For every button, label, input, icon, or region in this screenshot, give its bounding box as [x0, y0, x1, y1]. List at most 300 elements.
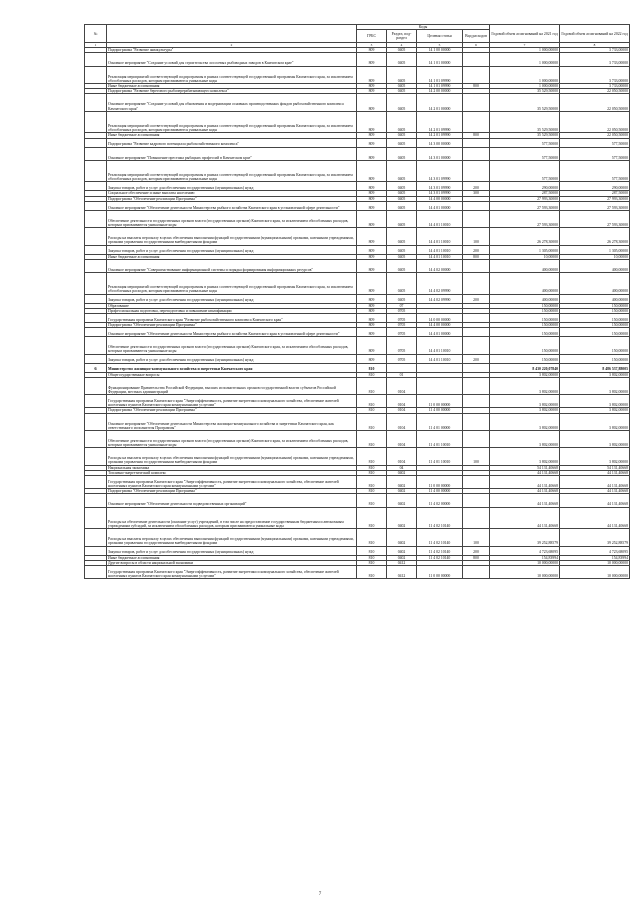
row-amount-2021: 1 000,00000: [490, 53, 560, 66]
row-name: Расходы на выплаты персоналу в целях обеспечения выполнения функций государственными (муниципальными) органами, казенными учреждениями, органами управления государственными внебюджетными фондами: [107, 228, 357, 245]
row-number: [85, 111, 107, 133]
table-body: [85, 48, 630, 579]
row-amount-2021: 577,50000: [490, 147, 560, 160]
row-amount-2022: 3 802,00000: [560, 395, 630, 408]
row-razdel: 0405: [387, 191, 417, 196]
row-number: [85, 328, 107, 337]
row-razdel: 0104: [387, 395, 417, 408]
row-amount-2021: 44 131,40668: [490, 507, 560, 529]
row-vr: [463, 413, 490, 430]
row-amount-2021: 35 529,50000: [490, 133, 560, 138]
row-amount-2022: 150,00000: [560, 328, 630, 337]
row-amount-2022: 22 050,50000: [560, 133, 630, 138]
row-razdel: 0705: [387, 308, 417, 313]
row-amount-2022: 44 131,40668: [560, 494, 630, 507]
table-header: [85, 25, 630, 48]
table-row: [85, 337, 630, 354]
budget-table: [84, 24, 630, 579]
row-amount-2022: 3 733,00000: [560, 83, 630, 88]
row-amount-2021: 26 278,30000: [490, 228, 560, 245]
row-target: 14 1 01 09990: [417, 83, 463, 88]
row-razdel: 0104: [387, 377, 417, 394]
header-vr: Вид расходов: [463, 30, 490, 43]
row-razdel: 0405: [387, 48, 417, 53]
row-name: Иные бюджетные ассигнования: [107, 133, 357, 138]
row-name: Социальное обеспечение и иные выплаты населению: [107, 191, 357, 196]
row-name: Образование: [107, 303, 357, 308]
table-row: [85, 272, 630, 294]
table-row: [85, 94, 630, 111]
row-amount-2022: 400,00000: [560, 294, 630, 303]
row-razdel: 0402: [387, 494, 417, 507]
row-grbs: 810: [357, 413, 387, 430]
row-amount-2022: 3 802,00000: [560, 377, 630, 394]
row-razdel: 0405: [387, 111, 417, 133]
row-vr: [463, 111, 490, 133]
row-target: 14 0 00 00000: [417, 313, 463, 322]
row-target: 14 1 00 00000: [417, 48, 463, 53]
row-amount-2022: 54 131,40668: [560, 465, 630, 470]
row-razdel: 0104: [387, 408, 417, 413]
row-name: Основное мероприятие "Обеспечение деятельности подведомственных организаций": [107, 494, 357, 507]
colnum: 5: [417, 43, 463, 48]
colnum: 8: [560, 43, 630, 48]
row-grbs: 809: [357, 259, 387, 272]
row-number: [85, 160, 107, 182]
header-num: №: [85, 25, 107, 43]
row-amount-2021: 44 131,40668: [490, 476, 560, 489]
row-razdel: 0412: [387, 566, 417, 579]
row-razdel: 01: [387, 372, 417, 377]
row-number: [85, 476, 107, 489]
row-target: 11 0 00 00000: [417, 395, 463, 408]
row-grbs: 809: [357, 313, 387, 322]
row-razdel: 0402: [387, 470, 417, 475]
row-amount-2021: 44 131,40668: [490, 489, 560, 494]
row-amount-2021: 10,00000: [490, 254, 560, 259]
row-number: [85, 228, 107, 245]
row-number: [85, 546, 107, 555]
row-vr: 200: [463, 245, 490, 254]
row-razdel: 0405: [387, 160, 417, 182]
row-razdel: 0405: [387, 94, 417, 111]
row-target: 14 4 02 09990: [417, 294, 463, 303]
row-amount-2022: 150,00000: [560, 308, 630, 313]
row-razdel: 0405: [387, 245, 417, 254]
row-vr: 200: [463, 182, 490, 191]
row-name: Основное мероприятие "Обеспечение деятельности Министерства жилищно-коммунального хозяйства и энергетики Камчатского края, как ответственного исполнителя Программы": [107, 413, 357, 430]
row-amount-2022: 26 278,30000: [560, 228, 630, 245]
row-amount-2022: 150,00000: [560, 322, 630, 327]
row-number: [85, 53, 107, 66]
row-grbs: 809: [357, 182, 387, 191]
row-grbs: 809: [357, 328, 387, 337]
header-2021: Годовой объем ассигнований на 2021 год: [490, 25, 560, 43]
row-grbs: 809: [357, 308, 387, 313]
row-target: 14 3 01 09990: [417, 160, 463, 182]
row-vr: [463, 363, 490, 372]
row-name: Реализация мероприятий соответствующей подпрограммы в рамках соответствующей государственной программы Камчатского края, за исключением обособленных расходов, которым присваиваются уникальные коды: [107, 66, 357, 83]
row-grbs: 809: [357, 147, 387, 160]
row-grbs: 809: [357, 160, 387, 182]
colnum: 2: [107, 43, 357, 48]
table-row: [85, 53, 630, 66]
row-number: [85, 448, 107, 465]
row-amount-2021: 3 802,00000: [490, 372, 560, 377]
table-row: [85, 395, 630, 408]
row-razdel: 0405: [387, 83, 417, 88]
table-row: [85, 228, 630, 245]
row-name: Обеспечение деятельности государственных органов власти (государственных органов) Камчатского края, за исключением обособленных расходов, которым присваиваются уникальные коды: [107, 210, 357, 227]
row-target: 14 2 00 00000: [417, 89, 463, 94]
row-razdel: [387, 363, 417, 372]
row-amount-2021: 290,00000: [490, 182, 560, 191]
row-target: 14 3 00 00000: [417, 138, 463, 147]
row-amount-2022: 287,50000: [560, 191, 630, 196]
row-number: [85, 507, 107, 529]
row-target: 14 4 01 10010: [417, 245, 463, 254]
row-grbs: 809: [357, 89, 387, 94]
row-name: Государственная программа Камчатского края "Энергоэффективность, развитие энергетики и коммунального хозяйства, обеспечение жителей населенных пунктов Камчатского края коммунальными услугами": [107, 395, 357, 408]
table-row: [85, 354, 630, 363]
row-amount-2021: 3 802,00000: [490, 430, 560, 447]
row-razdel: 0705: [387, 337, 417, 354]
row-grbs: 809: [357, 245, 387, 254]
row-name: Иные бюджетные ассигнования: [107, 555, 357, 560]
row-vr: [463, 494, 490, 507]
row-amount-2021: 35 529,50000: [490, 94, 560, 111]
row-target: 14 3 01 09990: [417, 182, 463, 191]
row-amount-2021: 35 529,50000: [490, 111, 560, 133]
row-grbs: 809: [357, 272, 387, 294]
row-amount-2022: 400,00000: [560, 259, 630, 272]
row-vr: [463, 507, 490, 529]
row-vr: [463, 138, 490, 147]
row-name: Иные бюджетные ассигнования: [107, 83, 357, 88]
row-amount-2022: 8 486 537,88005: [560, 363, 630, 372]
row-vr: [463, 476, 490, 489]
colnum: 3: [357, 43, 387, 48]
row-razdel: 0405: [387, 138, 417, 147]
row-name: Другие вопросы в области национальной экономики: [107, 560, 357, 565]
row-grbs: 810: [357, 489, 387, 494]
row-grbs: 810: [357, 408, 387, 413]
row-name: Общегосударственные вопросы: [107, 372, 357, 377]
row-name: Подпрограмма "Обеспечение реализации Программы": [107, 322, 357, 327]
row-grbs: 810: [357, 529, 387, 546]
row-number: [85, 201, 107, 210]
row-target: 14 4 00 00000: [417, 196, 463, 201]
row-grbs: 809: [357, 354, 387, 363]
row-amount-2022: 577,50000: [560, 147, 630, 160]
row-amount-2022: 44 131,40668: [560, 507, 630, 529]
row-vr: 800: [463, 83, 490, 88]
row-amount-2022: 3 802,00000: [560, 430, 630, 447]
row-name: Государственная программа Камчатского края "Развитие рыбохозяйственного комплекса Камчатского края": [107, 313, 357, 322]
header-grbs: ГРБС: [357, 30, 387, 43]
row-amount-2021: 400,00000: [490, 259, 560, 272]
table-row: [85, 201, 630, 210]
row-razdel: 0402: [387, 489, 417, 494]
row-target: 11 0 00 00000: [417, 566, 463, 579]
row-grbs: 810: [357, 566, 387, 579]
row-amount-2021: 150,00000: [490, 354, 560, 363]
row-target: 14 4 01 10010: [417, 210, 463, 227]
row-amount-2022: 10 000,00000: [560, 566, 630, 579]
row-target: 11 4 02 00000: [417, 494, 463, 507]
header-name: [107, 25, 357, 43]
row-target: 14 4 01 00000: [417, 328, 463, 337]
table-row: [85, 259, 630, 272]
colnum: 1: [85, 43, 107, 48]
row-amount-2021: 400,00000: [490, 272, 560, 294]
row-amount-2021: 10 000,00000: [490, 566, 560, 579]
row-vr: [463, 147, 490, 160]
table-row: [85, 66, 630, 83]
row-amount-2021: 3 802,00000: [490, 413, 560, 430]
row-amount-2021: 3 802,00000: [490, 395, 560, 408]
row-amount-2021: 27 993,30000: [490, 196, 560, 201]
row-number: [85, 210, 107, 227]
row-vr: 200: [463, 354, 490, 363]
row-name: Закупка товаров, работ и услуг для обеспечения государственных (муниципальных) нужд: [107, 354, 357, 363]
row-vr: [463, 160, 490, 182]
row-grbs: 809: [357, 196, 387, 201]
row-amount-2021: 1 000,00000: [490, 66, 560, 83]
row-number: [85, 430, 107, 447]
table-row: [85, 210, 630, 227]
colnum: 7: [490, 43, 560, 48]
colnum: 4: [387, 43, 417, 48]
row-amount-2022: 27 593,30000: [560, 210, 630, 227]
row-target: 14 4 01 10010: [417, 228, 463, 245]
row-amount-2021: 154,83994: [490, 555, 560, 560]
row-amount-2022: 577,50000: [560, 138, 630, 147]
row-amount-2022: 150,00000: [560, 303, 630, 308]
row-razdel: 0405: [387, 66, 417, 83]
table-row: [85, 182, 630, 191]
row-target: 11 4 01 10010: [417, 448, 463, 465]
row-target: 14 4 01 00000: [417, 201, 463, 210]
table-row: [85, 507, 630, 529]
row-vr: [463, 66, 490, 83]
row-amount-2022: 3 802,00000: [560, 448, 630, 465]
row-amount-2022: 27 993,30000: [560, 196, 630, 201]
row-number: [85, 395, 107, 408]
row-amount-2022: 3 802,00000: [560, 413, 630, 430]
row-grbs: 809: [357, 294, 387, 303]
row-amount-2021: 3 802,00000: [490, 377, 560, 394]
row-name: Основное мероприятие "Обеспечение деятельности Министерства рыбного хозяйства Камчатского края в установленной сфере деятельности": [107, 201, 357, 210]
row-amount-2021: 54 131,40668: [490, 465, 560, 470]
row-name: Профессиональная подготовка, переподготовка и повышение квалификации: [107, 308, 357, 313]
row-name: Реализация мероприятий соответствующей подпрограммы в рамках соответствующей государственной программы Камчатского края, за исключением обособленных расходов, которым присваиваются уникальные коды: [107, 111, 357, 133]
row-amount-2021: 150,00000: [490, 322, 560, 327]
row-name: Топливно-энергетический комплекс: [107, 470, 357, 475]
row-razdel: 0405: [387, 272, 417, 294]
row-vr: [463, 313, 490, 322]
row-name: Обеспечение деятельности государственных органов власти (государственных органов) Камчатского края, за исключением обособленных расходов, которым присваиваются уникальные коды: [107, 337, 357, 354]
row-razdel: 0402: [387, 476, 417, 489]
row-grbs: 810: [357, 363, 387, 372]
row-amount-2021: 150,00000: [490, 328, 560, 337]
row-name: Реализация мероприятий соответствующей подпрограммы в рамках соответствующей государственной программы Камчатского края, за исключением обособленных расходов, которым присваиваются уникальные коды: [107, 160, 357, 182]
row-razdel: 0705: [387, 322, 417, 327]
row-amount-2022: 3 733,00000: [560, 53, 630, 66]
row-amount-2022: 10 000,00000: [560, 560, 630, 565]
row-grbs: 810: [357, 430, 387, 447]
row-amount-2021: 150,00000: [490, 303, 560, 308]
row-name: Основное мероприятие "Создание условий для строительства лососевых рыбоводных заводов в Камчатском крае": [107, 53, 357, 66]
row-grbs: 810: [357, 507, 387, 529]
header-cs: Целевая статья: [417, 30, 463, 43]
row-razdel: 0402: [387, 546, 417, 555]
table-row: [85, 377, 630, 394]
row-razdel: 0405: [387, 228, 417, 245]
row-name: Расходы на выплаты персоналу в целях обеспечения выполнения функций государственными (муниципальными) органами, казенными учреждениями, органами управления государственными внебюджетными фондами: [107, 448, 357, 465]
row-amount-2021: 3 802,00000: [490, 408, 560, 413]
row-grbs: 809: [357, 337, 387, 354]
row-amount-2022: 4 723,68095: [560, 546, 630, 555]
row-amount-2022: 3 733,00000: [560, 48, 630, 53]
row-number: 6: [85, 363, 107, 372]
row-vr: 800: [463, 555, 490, 560]
row-target: 14 3 01 09990: [417, 191, 463, 196]
row-name: Расходы на обеспечение деятельности (оказание услуг) учреждений, в том числе на предоставление государственным бюджетным и автономным учреждениям субсидий, за исключением обособленных расходов, которым присваиваются уникальные коды: [107, 507, 357, 529]
row-vr: 100: [463, 228, 490, 245]
row-razdel: 0104: [387, 413, 417, 430]
row-razdel: 0405: [387, 182, 417, 191]
row-amount-2021: 44 131,40668: [490, 470, 560, 475]
row-razdel: 0405: [387, 89, 417, 94]
row-number: [85, 566, 107, 579]
row-amount-2021: 27 593,30000: [490, 201, 560, 210]
row-grbs: 809: [357, 210, 387, 227]
row-name: Функционирование Правительства Российской Федерации, высших исполнительных органов государственной власти субъектов Российской Федерации, местных администраций: [107, 377, 357, 394]
row-amount-2022: 150,00000: [560, 313, 630, 322]
row-amount-2022: 22 050,50000: [560, 89, 630, 94]
row-razdel: 0405: [387, 196, 417, 201]
table-row: [85, 413, 630, 430]
row-amount-2022: 150,00000: [560, 354, 630, 363]
row-number: [85, 413, 107, 430]
row-razdel: 0402: [387, 555, 417, 560]
row-razdel: 0405: [387, 254, 417, 259]
row-name: Национальная экономика: [107, 465, 357, 470]
row-vr: [463, 566, 490, 579]
row-target: 14 4 01 10010: [417, 354, 463, 363]
row-target: 14 4 02 00000: [417, 259, 463, 272]
row-vr: [463, 377, 490, 394]
table-row: [85, 328, 630, 337]
row-razdel: 0705: [387, 313, 417, 322]
header-2022: Годовой объем ассигнований на 2022 год: [560, 25, 630, 43]
table-row: [85, 147, 630, 160]
row-grbs: 810: [357, 560, 387, 565]
row-amount-2022: 400,00000: [560, 272, 630, 294]
row-razdel: 0705: [387, 328, 417, 337]
row-amount-2022: 10,00000: [560, 254, 630, 259]
header-codes: Коды: [357, 25, 490, 30]
row-number: [85, 294, 107, 303]
row-name: Подпрограмма "Обеспечение реализации Программы": [107, 489, 357, 494]
row-grbs: 809: [357, 111, 387, 133]
row-grbs: 809: [357, 322, 387, 327]
header-razdel: Раздел, под-раздел: [387, 30, 417, 43]
row-grbs: 809: [357, 66, 387, 83]
row-target: 14 4 01 10010: [417, 254, 463, 259]
row-vr: 800: [463, 254, 490, 259]
row-amount-2022: 3 802,00000: [560, 408, 630, 413]
row-amount-2021: 39 252,88579: [490, 529, 560, 546]
row-razdel: 0412: [387, 560, 417, 565]
row-amount-2022: 44 131,40668: [560, 476, 630, 489]
row-amount-2022: 290,00000: [560, 182, 630, 191]
row-name: Обеспечение деятельности государственных органов власти (государственных органов) Камчатского края, за исключением обособленных расходов, которым присваиваются уникальные коды: [107, 430, 357, 447]
row-name: Закупка товаров, работ и услуг для обеспечения государственных (муниципальных) нужд: [107, 546, 357, 555]
row-grbs: 809: [357, 191, 387, 196]
row-vr: [463, 53, 490, 66]
row-razdel: 0402: [387, 507, 417, 529]
row-vr: 200: [463, 546, 490, 555]
row-number: [85, 147, 107, 160]
row-vr: [463, 210, 490, 227]
row-grbs: 809: [357, 48, 387, 53]
row-number: [85, 66, 107, 83]
row-target: 11 4 02 10140: [417, 507, 463, 529]
row-number: [85, 245, 107, 254]
row-vr: 800: [463, 133, 490, 138]
row-grbs: 810: [357, 555, 387, 560]
row-amount-2022: 22 050,50000: [560, 111, 630, 133]
row-grbs: 809: [357, 53, 387, 66]
row-name: Основное мероприятие "Создание условий для обновления и модернизации основных производственных фондов рыбохозяйственного комплекса Камчатского края": [107, 94, 357, 111]
table-row: [85, 529, 630, 546]
row-name: Основное мероприятие "Повышение престижа рыбацких профессий в Камчатском крае": [107, 147, 357, 160]
row-vr: [463, 337, 490, 354]
row-razdel: 07: [387, 303, 417, 308]
row-amount-2021: 1 305,00000: [490, 245, 560, 254]
row-amount-2021: 150,00000: [490, 337, 560, 354]
row-name: Закупка товаров, работ и услуг для обеспечения государственных (муниципальных) нужд: [107, 182, 357, 191]
row-amount-2021: 1 000,00000: [490, 48, 560, 53]
row-amount-2022: 27 593,30000: [560, 201, 630, 210]
row-number: [85, 272, 107, 294]
row-grbs: 810: [357, 465, 387, 470]
table-row: [85, 546, 630, 555]
row-vr: 100: [463, 529, 490, 546]
row-amount-2022: 22 050,50000: [560, 94, 630, 111]
row-amount-2021: 10 000,00000: [490, 560, 560, 565]
row-target: 11 4 00 00000: [417, 489, 463, 494]
row-name: Подпрограмма "Развитие аквакультуры": [107, 48, 357, 53]
row-target: [417, 377, 463, 394]
row-razdel: 04: [387, 465, 417, 470]
row-number: [85, 529, 107, 546]
table-row: [85, 430, 630, 447]
row-name: Подпрограмма "Обеспечение реализации Программы": [107, 196, 357, 201]
row-amount-2021: 150,00000: [490, 313, 560, 322]
table-row: [85, 138, 630, 147]
row-target: 11 0 00 00000: [417, 476, 463, 489]
row-vr: [463, 272, 490, 294]
row-vr: 300: [463, 191, 490, 196]
row-vr: [463, 395, 490, 408]
row-vr: [463, 430, 490, 447]
row-name: Закупка товаров, работ и услуг для обеспечения государственных (муниципальных) нужд: [107, 294, 357, 303]
row-grbs: 810: [357, 546, 387, 555]
row-target: 14 2 01 00000: [417, 94, 463, 111]
